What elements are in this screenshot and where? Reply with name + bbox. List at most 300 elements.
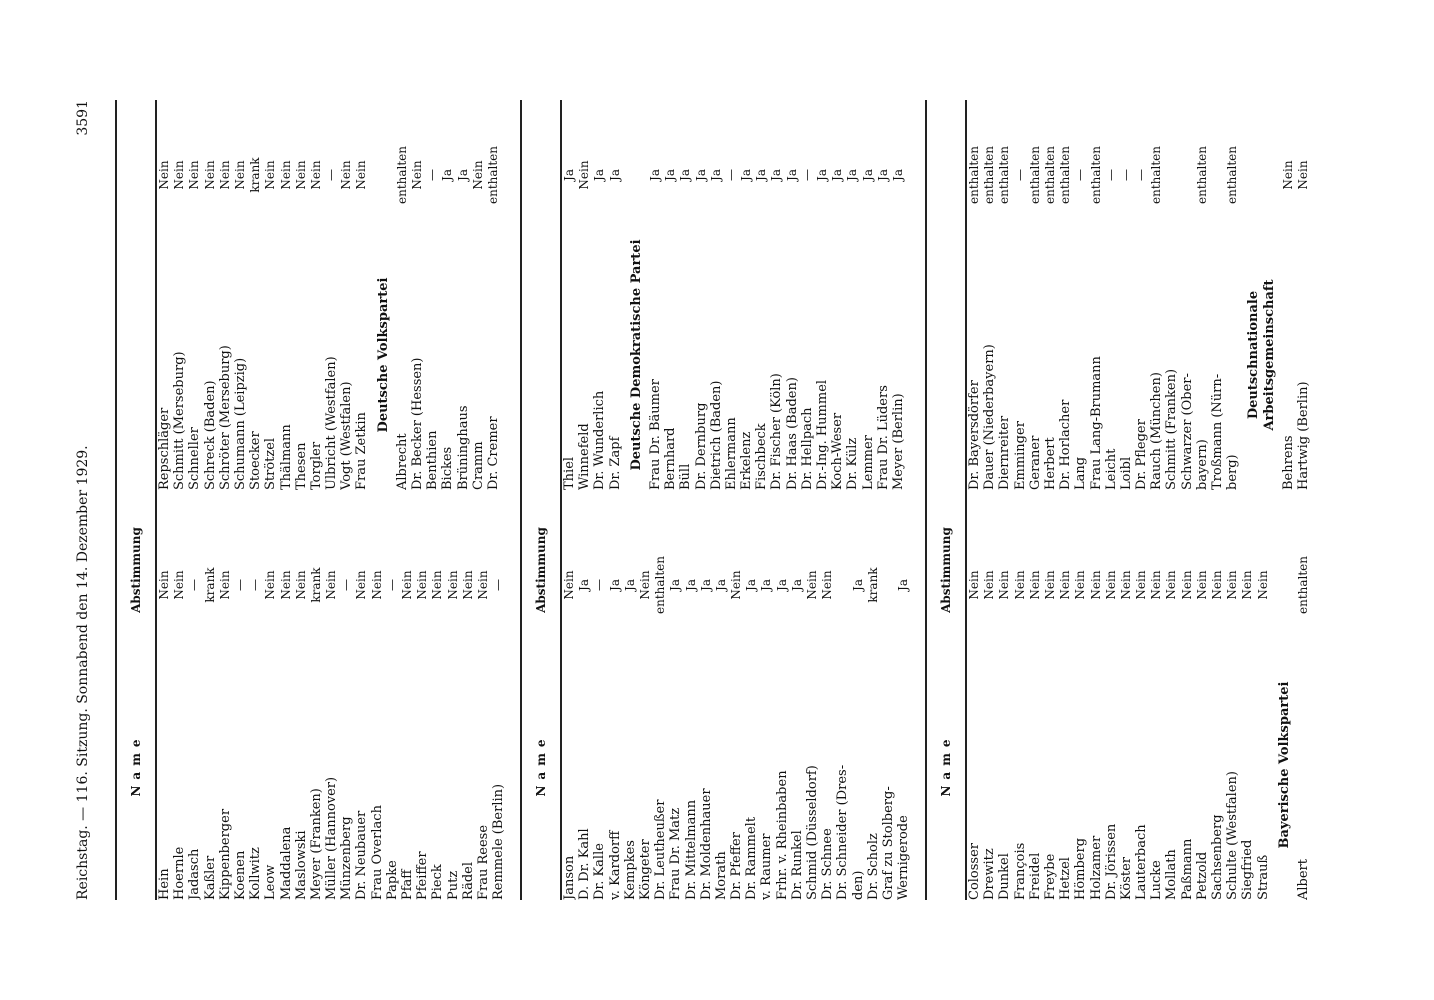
member-vote: Nein (637, 570, 652, 600)
member-name: Vogt (Westfalen) (339, 381, 355, 490)
member-row (785, 100, 800, 490)
member-vote: Nein (308, 160, 323, 190)
member-vote: Nein (430, 570, 445, 600)
name-header: Name (939, 733, 953, 797)
member-row (233, 100, 248, 490)
member-name: Drewitz (982, 848, 998, 900)
member-vote: Nein (1134, 570, 1149, 600)
member-vote: Nein (278, 160, 293, 190)
member-name: Frhr. v. Rheinbaben (774, 770, 790, 900)
member-row (709, 100, 724, 490)
member-vote: — (187, 579, 202, 591)
member-vote: Nein (400, 570, 414, 600)
member-row (623, 510, 638, 900)
member-name: Putz (445, 870, 461, 900)
member-name: v. Raumer (759, 833, 775, 900)
member-row (1043, 100, 1058, 490)
member-row (354, 510, 369, 900)
member-vote: enthalten (394, 145, 409, 205)
member-vote (835, 530, 850, 640)
member-row (248, 510, 263, 900)
member-row (1043, 510, 1058, 900)
member-vote: Ja (789, 579, 804, 591)
vote-column-3 (925, 100, 1320, 900)
member-row (592, 100, 607, 490)
member-name: Dauer (Niederbayern) (982, 344, 998, 490)
member-vote: Ja (850, 579, 865, 591)
member-name: Dr.-Ing. Hummel (815, 379, 831, 490)
member-vote: Nein (1240, 570, 1255, 600)
member-vote: Nein (562, 570, 576, 600)
member-name: Leow (263, 864, 279, 900)
member-name: berg) (1225, 454, 1241, 490)
member-name: Dr. Horlacher (1058, 399, 1074, 490)
member-vote: Nein (157, 160, 171, 190)
member-vote: Nein (1027, 570, 1042, 600)
member-row (1028, 510, 1043, 900)
member-name: Kollwitz (248, 847, 264, 900)
member-row (684, 510, 699, 900)
rows (967, 100, 1319, 900)
member-row (790, 510, 805, 900)
member-row (820, 510, 835, 900)
member-row (562, 100, 577, 490)
member-row (997, 510, 1012, 900)
member-name: Dr. Hellpach (799, 407, 815, 490)
member-name: Graf zu Stolberg- (880, 786, 896, 900)
member-row (967, 510, 982, 900)
member-name: Diernreiter (997, 415, 1013, 490)
member-row (678, 100, 693, 490)
member-name: Meyer (Franken) (308, 788, 324, 900)
member-name: Schmitt (Merseburg) (172, 351, 188, 490)
member-vote: Nein (278, 570, 293, 600)
member-vote: — (1012, 169, 1027, 181)
member-row (1073, 100, 1088, 490)
member-name: Schwarzer (Ober- (1179, 373, 1195, 490)
member-name: Dr. Scholz (865, 833, 881, 900)
member-name: Thiel (562, 456, 577, 490)
member-name: Frau Reese (475, 824, 491, 900)
column-header-row (925, 100, 967, 900)
member-vote: Ja (769, 169, 784, 181)
member-row (1195, 510, 1210, 900)
member-vote: enthalten (1058, 145, 1073, 205)
member-row (577, 100, 592, 490)
member-name: Schreck (Baden) (202, 380, 218, 490)
member-row (339, 100, 354, 490)
member-name: Dr. Wunderlich (592, 390, 608, 490)
member-row (1134, 510, 1149, 900)
member-vote: — (592, 579, 607, 591)
member-row (1225, 100, 1240, 490)
member-row (218, 510, 233, 900)
member-row (339, 510, 354, 900)
member-row (172, 510, 187, 900)
member-row (1149, 510, 1164, 900)
member-vote: Ja (845, 169, 860, 181)
member-vote: enthalten (1194, 145, 1209, 205)
member-name: Leicht (1103, 448, 1119, 490)
member-vote: Nein (475, 570, 490, 600)
member-row (263, 510, 278, 900)
member-name: Pfeiffer (415, 851, 431, 900)
member-vote: krank (308, 567, 323, 603)
member-name: Siegfried (1240, 839, 1256, 900)
member-name: Erkelenz (739, 431, 755, 490)
member-vote: enthalten (1027, 145, 1042, 205)
member-row (805, 510, 820, 900)
member-name: Rauch (München) (1149, 372, 1165, 490)
member-name: Hein (157, 868, 172, 900)
page-number: 3591 (75, 100, 91, 136)
member-vote: Ja (622, 579, 637, 591)
member-vote: enthalten (485, 145, 500, 205)
member-vote: Nein (232, 160, 247, 190)
member-vote: enthalten (1088, 145, 1103, 205)
member-name: D. Dr. Kahl (577, 828, 593, 900)
member-name: Wernigerode (896, 815, 912, 900)
member-name: Frau Dr. Lüders (875, 385, 891, 490)
member-name: Remmele (Berlin) (491, 783, 507, 900)
member-vote: Ja (754, 169, 769, 181)
member-name: Fischbeck (754, 423, 770, 490)
member-vote: Nein (324, 570, 339, 600)
member-name: Lang (1073, 456, 1089, 490)
vote-column-2 (520, 100, 915, 900)
member-name: Albrecht (394, 433, 410, 490)
member-vote (881, 530, 896, 640)
member-name: Schneller (187, 427, 203, 490)
member-vote: Nein (217, 570, 232, 600)
member-name: Hartwig (Berlin) (1295, 381, 1311, 490)
member-vote: — (1118, 169, 1133, 181)
member-name: Dr. Bayersdörfer (967, 380, 982, 490)
member-row (279, 100, 294, 490)
member-vote: Nein (1073, 570, 1088, 600)
member-row (354, 100, 369, 490)
member-name: Janson (562, 855, 577, 900)
member-name: Strötzel (263, 437, 279, 490)
member-row (218, 100, 233, 490)
member-row (1240, 510, 1255, 900)
member-name: Behrens (1280, 435, 1296, 490)
member-row (997, 100, 1012, 490)
member-row (663, 100, 678, 490)
member-vote: Nein (997, 570, 1012, 600)
member-name: Holzamer (1088, 835, 1104, 900)
member-vote: Nein (369, 570, 384, 600)
member-vote: Nein (172, 570, 187, 600)
member-row (309, 100, 324, 490)
member-name: Winnefeld (577, 423, 593, 490)
member-name: Herbert (1042, 437, 1058, 490)
page-header (75, 100, 99, 900)
member-name: Kempkes (622, 840, 638, 900)
member-row (729, 510, 744, 900)
member-row (1225, 510, 1240, 900)
member-row (759, 510, 774, 900)
member-vote: enthalten (967, 145, 981, 205)
member-row (577, 510, 592, 900)
vote-column-1 (115, 100, 510, 900)
member-row (187, 100, 202, 490)
member-row (845, 100, 860, 490)
member-vote: Ja (577, 579, 592, 591)
member-name: Hömberg (1073, 837, 1089, 900)
member-vote: Nein (982, 570, 997, 600)
member-row (724, 100, 739, 490)
member-vote: Nein (1295, 160, 1310, 190)
member-vote: Nein (1058, 570, 1073, 600)
member-row (881, 510, 896, 900)
member-name: Cramm (470, 441, 486, 490)
member-name: Brüninghaus (455, 405, 471, 490)
member-name: Troßmann (Nürn- (1210, 373, 1225, 490)
member-name: Paßmann (1179, 838, 1195, 900)
member-vote: Nein (202, 160, 217, 190)
member-vote: Ja (815, 169, 830, 181)
member-row (739, 100, 754, 490)
member-vote: Nein (354, 160, 369, 190)
member-vote: enthalten (653, 555, 668, 615)
member-vote: Ja (860, 169, 875, 181)
member-row (1119, 100, 1134, 490)
member-vote: Ja (668, 579, 683, 591)
member-vote: Ja (698, 579, 713, 591)
member-name: Torgler (308, 441, 324, 490)
member-row (1089, 510, 1104, 900)
member-name: Müller (Hannover) (324, 776, 340, 900)
member-vote: Nein (1280, 160, 1295, 190)
member-name: Schulte (Westfalen) (1225, 771, 1241, 900)
member-vote: Ja (678, 169, 693, 181)
member-vote: Ja (440, 169, 455, 181)
member-row (425, 100, 440, 490)
member-name: Maslowski (293, 830, 309, 900)
member-vote: — (232, 579, 247, 591)
member-vote: Ja (759, 579, 774, 591)
member-name: Schröter (Merseburg) (217, 345, 233, 490)
member-vote: — (384, 579, 399, 591)
member-vote: krank (202, 567, 217, 603)
member-name: Thesen (293, 442, 309, 490)
member-vote: krank (248, 157, 263, 193)
party-heading: Deutsche Volkspartei (375, 277, 391, 433)
member-name: Schumann (Leipzig) (232, 357, 248, 490)
member-row (1210, 510, 1225, 900)
member-row (263, 100, 278, 490)
member-vote: Nein (172, 160, 187, 190)
member-name: Dietrich (Baden) (708, 380, 724, 490)
column-header-row (115, 100, 157, 900)
member-name: Hetzel (1058, 857, 1074, 900)
member-row (1180, 510, 1195, 900)
member-name: Benthien (425, 430, 441, 490)
member-name: Koch-Weser (830, 412, 846, 490)
member-row (967, 100, 982, 490)
member-row (608, 510, 623, 900)
member-vote: Nein (410, 160, 425, 190)
member-row (1058, 510, 1073, 900)
member-name: Albert (1295, 859, 1311, 900)
member-row (608, 100, 623, 490)
member-vote (1164, 120, 1179, 230)
member-name: Dr. Haas (Baden) (784, 377, 800, 490)
member-name: Sachsenberg (1210, 814, 1225, 900)
member-row (638, 510, 653, 900)
member-row (395, 100, 410, 490)
member-name: Bernhard (663, 427, 679, 490)
member-vote: Nein (445, 570, 460, 600)
member-vote: Nein (157, 570, 171, 600)
member-row (157, 100, 172, 490)
member-vote: Nein (1225, 570, 1240, 600)
member-name: Frau Zetkin (354, 412, 370, 490)
member-row (866, 510, 881, 900)
member-vote: — (324, 169, 339, 181)
member-name: Münzenberg (339, 816, 355, 900)
member-vote: Ja (693, 169, 708, 181)
member-row (714, 510, 729, 900)
member-row (982, 100, 997, 490)
member-row (754, 100, 769, 490)
member-name: den) (850, 870, 866, 900)
member-row (410, 100, 425, 490)
member-row (800, 100, 815, 490)
member-vote: Ja (663, 169, 678, 181)
member-row (400, 510, 415, 900)
member-vote: Ja (607, 169, 622, 181)
member-vote: Ja (455, 169, 470, 181)
member-vote: Nein (293, 160, 308, 190)
member-row (861, 100, 876, 490)
member-vote: Nein (1088, 570, 1103, 600)
member-vote: Nein (1210, 570, 1224, 600)
member-name: Pfaff (400, 869, 415, 900)
member-row (324, 100, 339, 490)
member-name: Kaßler (202, 855, 218, 900)
member-name: Dr. Jörissen (1103, 823, 1119, 900)
member-row (1164, 100, 1179, 490)
member-name: Meyer (Berlin) (890, 393, 906, 490)
member-vote: Nein (577, 160, 592, 190)
member-row (891, 100, 906, 490)
member-row (1164, 510, 1179, 900)
member-name: Köngeter (637, 839, 653, 900)
member-row (1013, 510, 1028, 900)
member-vote: Nein (470, 160, 485, 190)
rows (157, 100, 509, 900)
member-row (1256, 510, 1271, 900)
member-row (446, 510, 461, 900)
member-vote: — (339, 579, 354, 591)
member-row (294, 100, 309, 490)
member-row (279, 510, 294, 900)
member-name: Hoernle (172, 846, 188, 900)
member-name: Strauß (1255, 854, 1271, 900)
member-row (815, 100, 830, 490)
member-vote: Nein (293, 570, 308, 600)
member-vote: — (248, 579, 263, 591)
member-row (694, 100, 709, 490)
member-row (830, 100, 845, 490)
member-vote: Nein (217, 160, 232, 190)
member-name: François (1012, 842, 1028, 900)
column-header-row (520, 100, 562, 900)
member-row (775, 510, 790, 900)
member-row (1104, 100, 1119, 490)
member-row (851, 510, 866, 900)
member-name: Frau Dr. Matz (668, 807, 684, 900)
member-vote (1180, 120, 1195, 230)
member-name: Frau Overlach (369, 805, 385, 900)
member-name: Dr. Külz (845, 437, 861, 490)
side-note (1410, 10, 1434, 990)
member-name: Köster (1118, 857, 1134, 900)
member-name: Dr. Neubauer (354, 810, 370, 900)
member-row (203, 100, 218, 490)
member-vote: Nein (1042, 570, 1057, 600)
member-vote: Nein (415, 570, 430, 600)
member-name: Dr. Fischer (Köln) (769, 373, 785, 490)
member-name: Petzold (1194, 851, 1210, 900)
member-vote: Nein (805, 570, 819, 600)
member-name: Dr. Schneider (Dres- (835, 764, 851, 900)
member-vote: Ja (607, 579, 622, 591)
member-name: Dr. Mittelmann (683, 799, 699, 900)
member-vote: Ja (647, 169, 662, 181)
member-row (982, 510, 997, 900)
member-row (835, 510, 850, 900)
member-name: Frau Lang-Brumann (1088, 356, 1104, 490)
member-name: Geraner (1027, 435, 1043, 490)
member-row (1119, 510, 1134, 900)
member-vote: Ja (592, 169, 607, 181)
member-vote: Nein (1194, 570, 1209, 600)
member-row (1210, 100, 1225, 490)
member-name: Dr. Kalle (592, 843, 608, 900)
member-name: v. Kardorff (607, 830, 623, 900)
member-row (668, 510, 683, 900)
vote-header: Abstimmung (534, 527, 548, 613)
member-name: Dr. Becker (Hessen) (410, 357, 426, 490)
member-vote: Ja (562, 169, 576, 181)
member-row (769, 100, 784, 490)
member-vote: Ja (774, 579, 789, 591)
member-vote: — (425, 169, 440, 181)
member-vote: Nein (1118, 570, 1133, 600)
member-name: Lucke (1149, 860, 1165, 900)
member-name: Dr. Schnee (820, 828, 836, 900)
member-vote: enthalten (1149, 145, 1164, 205)
member-name: Kippenberger (217, 808, 233, 900)
member-name: Freidel (1027, 852, 1043, 900)
member-row (415, 510, 430, 900)
member-row (471, 100, 486, 490)
member-name: Dr. Leutheußer (653, 799, 669, 900)
member-vote: Nein (1164, 570, 1179, 600)
member-vote: Nein (1179, 570, 1194, 600)
member-name: Dunkel (997, 853, 1013, 900)
member-name: Dr. Zapf (607, 436, 623, 490)
member-row (1013, 100, 1028, 490)
member-row (370, 510, 385, 900)
member-name: bayern) (1194, 439, 1210, 490)
member-vote: Ja (875, 169, 890, 181)
vote-header: Abstimmung (939, 527, 953, 613)
member-row (172, 100, 187, 490)
